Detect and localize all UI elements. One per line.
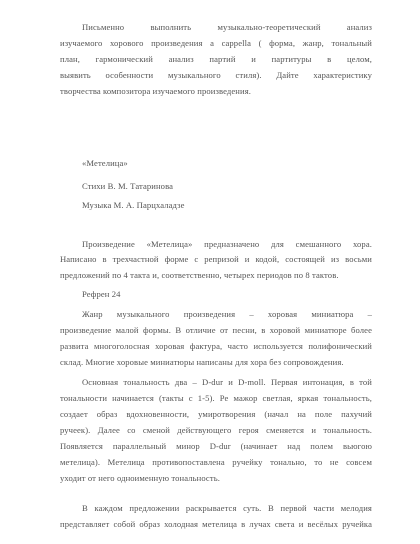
para2-line-1: Жанр музыкального произведения – хоровая миниатюра –: [82, 309, 372, 319]
task-line-5: творчества композитора изучаемого произведения.: [60, 86, 251, 96]
song-title: «Метелица»: [82, 158, 128, 168]
para3-line-3: создает образ вдохновенности, умиротворения (начал на поле пахучий: [60, 409, 372, 419]
para4-line-2: представляет собой образ холодная метелица в лучах света и весёлых ручейка: [60, 519, 372, 529]
task-line-2: изучаемого хорового произведения а cappella ( форма, жанр, тональный: [60, 38, 372, 48]
para3-line-4: ручеек). Далее со сменой действующего героя сменяется и тональность.: [60, 425, 372, 435]
para4-line-1: В каждом предложении раскрывается суть. В первой части мелодия: [82, 503, 372, 513]
para3-line-1: Основная тональность два – D-dur и D-moll. Первая интонация, в той: [82, 377, 372, 387]
refrain-label: Рефрен 24: [82, 289, 121, 299]
task-line-1: Письменно выполнить музыкально-теоретический анализ: [82, 22, 372, 32]
para2-line-3: развита многоголосная хоровая фактура, часто используется полифонический: [60, 341, 372, 351]
para1-line-2: Написано в трехчастной форме с репризой и кодой, состоящей из восьми: [60, 254, 372, 264]
para2-line-2: произведение малой формы. В отличие от песни, в хоровой миниатюре более: [60, 325, 372, 335]
para1-line-3: предложений по 4 такта и, соответственно, четырех периодов по 8 тактов.: [60, 270, 339, 280]
music-author: Музыка М. А. Парцхаладзе: [82, 200, 185, 210]
para2-line-4: склад. Многие хоровые миниатюры написаны для хора без сопровождения.: [60, 357, 344, 367]
para3-line-7: уходит от него одноименную тональность.: [60, 473, 220, 483]
task-line-4: выявить особенности музыкального стиля). Дайте характеристику: [60, 70, 372, 80]
lyrics-author: Стихи В. М. Татаринова: [82, 181, 174, 191]
para3-line-6: метелица). Метелица противопоставлена ручейку тонально, то не совсем: [60, 457, 372, 467]
task-line-3: план, гармонический анализ партий и партитуры в целом,: [60, 54, 372, 64]
para3-line-2: тональности начинается (такты с 1-5). Ре мажор светлая, яркая тональность,: [60, 393, 372, 403]
para3-line-5: Появляется параллельный минор D-dur (начинает над полем вьюгою: [60, 441, 372, 451]
para1-line-1: Произведение «Метелица» предназначено для смешанного хора.: [82, 239, 372, 249]
